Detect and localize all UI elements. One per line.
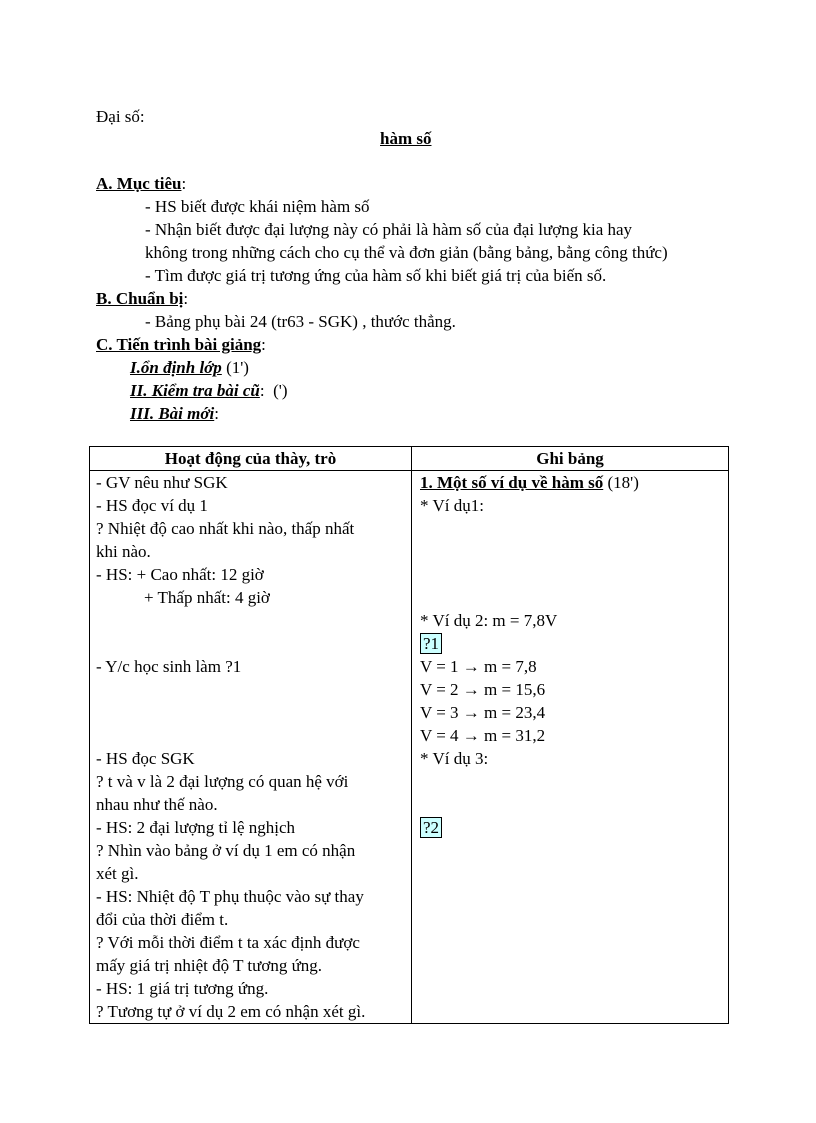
section-a-heading: A. Mục tiêu: [96, 174, 187, 193]
lesson-table [89, 446, 729, 1024]
activity-line: - Y/c học sinh làm ?1 [96, 657, 242, 676]
step-3-label: III. Bài mới [130, 404, 215, 423]
activity-line: xét gì. [96, 864, 139, 883]
activity-line: - HS đọc ví dụ 1 [96, 496, 208, 515]
activity-line: - HS đọc SGK [96, 749, 195, 768]
activity-line: - HS: Nhiệt độ T phụ thuộc vào sự thay [96, 887, 364, 906]
activity-line: ? Tương tự ở ví dụ 2 em có nhận xét gì. [96, 1002, 366, 1021]
v-row: V = 1 → m = 7,8 [420, 657, 537, 676]
activity-line: - HS: + Cao nhất: 12 giờ [96, 565, 264, 584]
preparation-item: - Bảng phụ bài 24 (tr63 - SGK) , thước thẳng. [145, 312, 456, 331]
activity-line [96, 632, 411, 655]
v-row: V = 3 → m = 23,4 [420, 703, 546, 722]
objective-1: - HS biết được khái niệm hàm số [145, 197, 370, 216]
header-board-notes: Ghi bảng [412, 447, 729, 471]
objective-3: - Tìm được giá trị tương ứng của hàm số khi biết giá trị của biến số. [145, 266, 607, 285]
example-1-label: * Ví dụ1: [420, 496, 484, 515]
activity-line: mấy giá trị nhiệt độ T tương ứng. [96, 956, 323, 975]
spacer [420, 586, 728, 609]
activity-line: ? Nhìn vào bảng ở ví dụ 1 em có nhận [96, 841, 356, 860]
table-body-row [90, 471, 729, 1024]
step-1-label: I.ổn định lớp [130, 358, 222, 377]
example-2-label: * Ví dụ 2: m = 7,8V [420, 611, 558, 630]
section-a-title: A. Mục tiêu [96, 174, 182, 193]
objective-2-cont: không trong những cách cho cụ thể và đơn giản (bằng bảng, bằng công thức) [145, 243, 668, 262]
objective-2: - Nhận biết được đại lượng này có phải là hàm số của đại lượng kia hay [145, 220, 633, 239]
section-1-title: 1. Một số ví dụ về hàm số [420, 473, 604, 492]
section-c-heading: C. Tiến trình bài giảng: [96, 335, 266, 354]
activity-line: ? t và v là 2 đại lượng có quan hệ với [96, 772, 349, 791]
spacer [420, 540, 728, 563]
question-2-row [420, 816, 728, 839]
section-1-heading [420, 471, 728, 494]
activity-line: nhau như thế nào. [96, 795, 218, 814]
step-1 [130, 357, 249, 379]
activity-line [96, 609, 411, 632]
question-1-badge: ?1 [420, 633, 442, 654]
example-3-label: * Ví dụ 3: [420, 749, 489, 768]
question-1-row [420, 632, 728, 655]
section-b-title: B. Chuẩn bị [96, 289, 184, 308]
step-1-time: (1') [226, 358, 249, 377]
activity-line: đổi của thời điểm t. [96, 910, 229, 929]
step-3: III. Bài mới: [130, 404, 219, 423]
activity-line: - GV nêu như SGK [96, 473, 228, 492]
question-2-badge: ?2 [420, 817, 442, 838]
spacer [420, 793, 728, 816]
spacer [420, 770, 728, 793]
spacer [420, 517, 728, 540]
v-row: V = 2 → m = 15,6 [420, 680, 546, 699]
activity-line [96, 701, 411, 724]
activity-line [96, 724, 411, 747]
step-2: II. Kiểm tra bài cũ: (') [130, 381, 288, 400]
activity-line: - HS: 1 giá trị tương ứng. [96, 979, 269, 998]
step-2-label: II. Kiểm tra bài cũ [130, 381, 260, 400]
section-b-heading: B. Chuẩn bị: [96, 289, 189, 308]
subject-label: Đại số: [96, 107, 145, 126]
step-2-time: (') [273, 381, 288, 400]
activity-line: + Thấp nhất: 4 giờ [144, 588, 270, 607]
activity-line: khi nào. [96, 542, 151, 561]
section-c-title: C. Tiến trình bài giảng [96, 335, 262, 354]
table-header-row [90, 447, 729, 471]
activity-line: - HS: 2 đại lượng tỉ lệ nghịch [96, 818, 296, 837]
header-activities: Hoạt động của thày, trò [90, 447, 412, 471]
activity-line: ? Với mỗi thời điểm t ta xác định được [96, 933, 360, 952]
section-1-time: (18') [607, 473, 639, 492]
activities-cell [90, 471, 412, 1024]
activity-line: ? Nhiệt độ cao nhất khi nào, thấp nhất [96, 519, 355, 538]
lesson-title: hàm số [380, 129, 432, 148]
spacer [420, 563, 728, 586]
activity-line [96, 678, 411, 701]
v-row: V = 4 → m = 31,2 [420, 726, 546, 745]
board-notes-cell [412, 471, 729, 1024]
